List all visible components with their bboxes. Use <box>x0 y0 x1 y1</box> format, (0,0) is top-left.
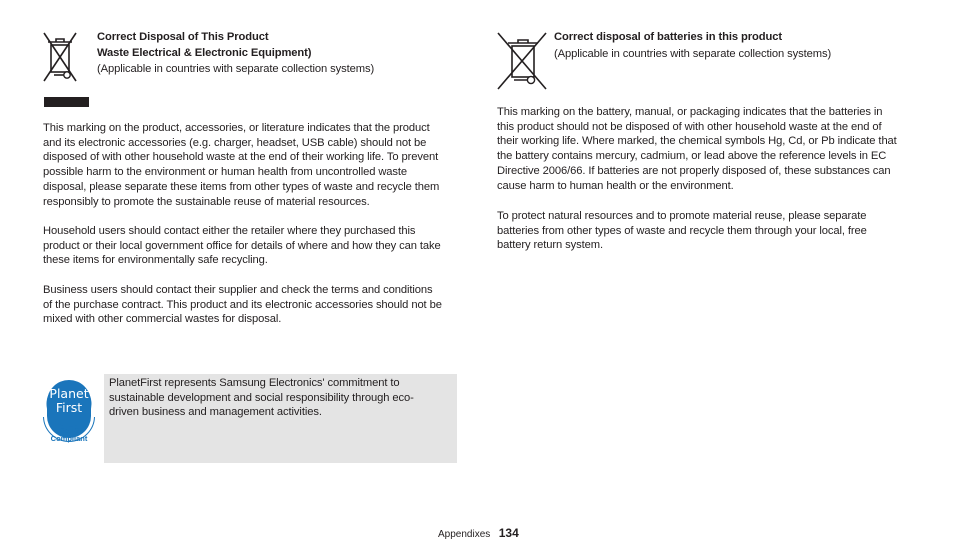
planet-first-panel <box>104 374 457 463</box>
weee-subtitle: (Applicable in countries with separate collection systems) <box>97 63 375 75</box>
planet-first-text: PlanetFirst represents Samsung Electronics' commitment to sustainable development and social responsibility through eco- driven business and management activities. <box>109 377 414 419</box>
weee-black-bar <box>44 97 89 107</box>
planet-first-logo-line2: First <box>55 400 83 415</box>
page-footer <box>438 524 558 540</box>
weee-heading <box>97 30 457 78</box>
battery-heading <box>554 30 914 62</box>
planet-first-logo <box>42 372 96 462</box>
weee-bin-icon <box>42 31 78 85</box>
planet-first-logo-line1: Planet <box>49 386 89 401</box>
battery-subtitle: (Applicable in countries with separate collection systems) <box>554 47 832 60</box>
footer-section-label: Appendixes <box>438 529 491 540</box>
battery-bin-icon <box>496 31 550 91</box>
weee-title-line2: Waste Electrical & Electronic Equipment) <box>97 46 312 59</box>
battery-paragraph-1: This marking on the battery, manual, or packaging indicates that the batteries in this product should not be disposed of with other household waste at the end of their working life. Where marked, the chemical symbols Hg, Cd, or Pb indicate that the battery contains mercury, cadmium, or lead above the reference levels in EC Directive 2006/66. If batteries are not properly disposed of, these substances can cause harm to human health or the environment. <box>497 106 897 192</box>
weee-paragraph-2: Household users should contact either the retailer where they purchased this product or their local government office for details of where and how they can take these items for environmentally safe recycling. <box>43 225 441 267</box>
rohs-label-line1: RoHS <box>58 426 80 435</box>
weee-paragraph-1: This marking on the product, accessories, or literature indicates that the product and its electronic accessories (e.g. charger, headset, USB cable) should not be disposed of with other household waste at the end of their working life. To prevent possible harm to the environment or human health from uncontrolled waste disposal, please separate these items from other types of waste and recycle them responsibly to promote the sustainable reuse of material resources. <box>43 122 440 208</box>
footer-page-number: 134 <box>498 526 519 540</box>
rohs-label-line2: Compliant <box>50 434 88 443</box>
battery-title: Correct disposal of batteries in this product <box>554 31 782 43</box>
battery-paragraph-2: To protect natural resources and to promote material reuse, please separate batteries from other types of waste and recycle them through your local, free battery return system. <box>497 210 867 252</box>
weee-paragraph-3: Business users should contact their supplier and check the terms and conditions of the purchase contract. This product and its electronic accessories should not be mixed with other commercial wastes for disposal. <box>43 284 442 326</box>
weee-title-line1: Correct Disposal of This Product <box>97 31 269 43</box>
